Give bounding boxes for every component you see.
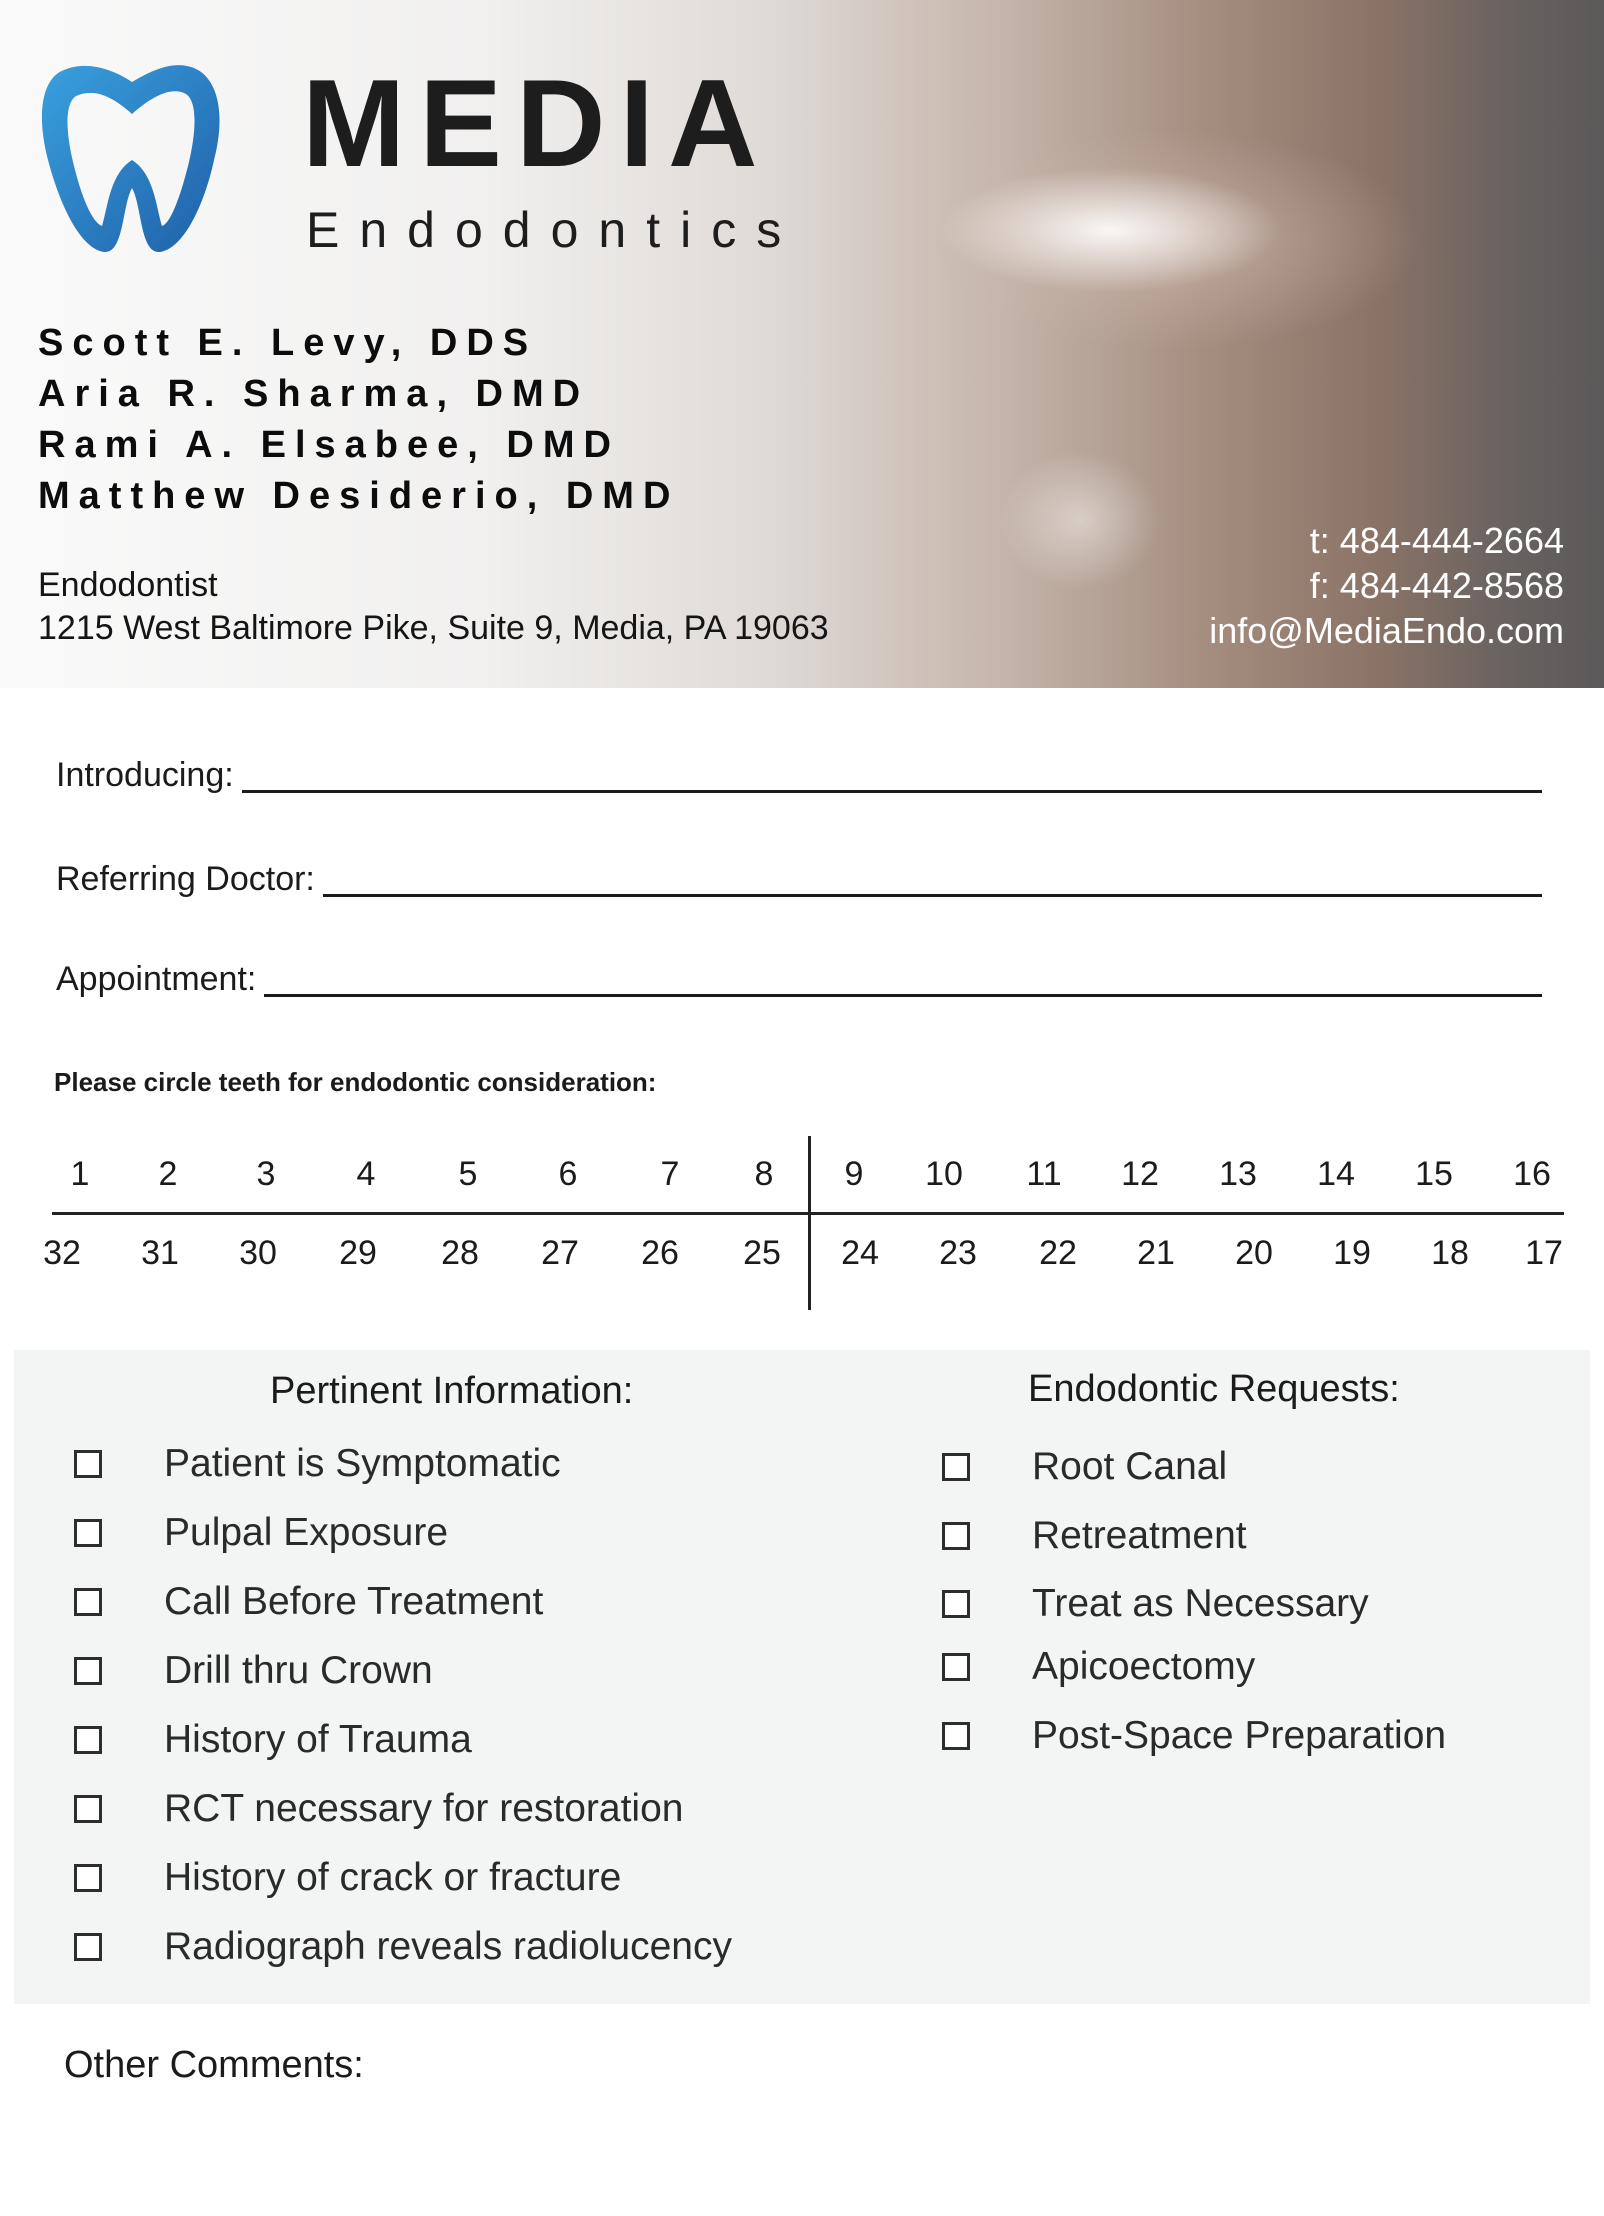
tooth-number-lower[interactable]: 27 [541,1234,579,1272]
email-address: info@MediaEndo.com [1209,610,1564,651]
phone-number: t: 484-444-2664 [1309,520,1564,561]
checkbox[interactable] [942,1522,970,1550]
tooth-chart [0,1130,1604,1310]
checkbox-label: Patient is Symptomatic [164,1442,561,1485]
tooth-number-lower[interactable]: 19 [1333,1234,1371,1272]
checkbox[interactable] [74,1795,102,1823]
pertinent-info-heading: Pertinent Information: [270,1370,634,1412]
checkbox[interactable] [74,1864,102,1892]
tooth-number-lower[interactable]: 30 [239,1234,277,1272]
checkbox-label: History of crack or fracture [164,1856,622,1899]
checkbox[interactable] [74,1726,102,1754]
doctor-name: Rami A. Elsabee, DMD [38,424,620,466]
tooth-number-lower[interactable]: 24 [841,1234,879,1272]
tooth-number-upper[interactable]: 16 [1513,1155,1551,1193]
referring-doctor-label: Referring Doctor: [56,860,315,898]
tooth-number-upper[interactable]: 6 [558,1155,578,1193]
doctor-name: Aria R. Sharma, DMD [38,373,590,415]
checkbox-label: History of Trauma [164,1718,472,1761]
tooth-number-upper[interactable]: 1 [70,1155,90,1193]
letterhead-header [0,0,1604,688]
tooth-number-upper[interactable]: 4 [356,1155,376,1193]
tooth-number-lower[interactable]: 22 [1039,1234,1077,1272]
checkbox-label: Apicoectomy [1032,1645,1256,1688]
practice-address: 1215 West Baltimore Pike, Suite 9, Media, PA 19063 [38,609,829,647]
checkbox-item[interactable] [942,1582,1369,1626]
checkbox-label: Call Before Treatment [164,1580,544,1623]
tooth-number-lower[interactable]: 21 [1137,1234,1175,1272]
appointment-label: Appointment: [56,960,257,998]
fax-number: f: 484-442-8568 [1309,565,1564,606]
endodontic-requests-heading: Endodontic Requests: [1028,1368,1400,1410]
checkbox-item[interactable] [74,1442,561,1486]
checkbox[interactable] [74,1588,102,1616]
tooth-number-upper[interactable]: 10 [925,1155,963,1193]
tooth-number-lower[interactable]: 29 [339,1234,377,1272]
other-comments-label: Other Comments: [64,2044,364,2086]
tooth-number-upper[interactable]: 15 [1415,1155,1453,1193]
tooth-number-lower[interactable]: 18 [1431,1234,1469,1272]
tooth-number-lower[interactable]: 25 [743,1234,781,1272]
checkbox-item[interactable] [74,1511,448,1555]
checkbox-item[interactable] [942,1714,1446,1758]
tooth-number-lower[interactable]: 32 [43,1234,81,1272]
checkbox-label: RCT necessary for restoration [164,1787,684,1830]
introducing-field[interactable] [56,756,1542,795]
checkbox[interactable] [942,1590,970,1618]
tooth-number-upper[interactable]: 2 [158,1155,178,1193]
tooth-number-upper[interactable]: 12 [1121,1155,1159,1193]
tooth-number-upper[interactable]: 3 [256,1155,276,1193]
checkbox-item[interactable] [74,1580,543,1624]
tooth-number-lower[interactable]: 26 [641,1234,679,1272]
practice-specialty: Endodontist [38,566,218,604]
checkbox[interactable] [942,1453,970,1481]
checkbox-label: Radiograph reveals radiolucency [164,1925,732,1968]
checkbox-item[interactable] [74,1718,472,1762]
tooth-number-lower[interactable]: 23 [939,1234,977,1272]
contact-block [1209,518,1564,653]
tooth-number-upper[interactable]: 13 [1219,1155,1257,1193]
chart-midline-divider [808,1136,811,1310]
tooth-number-upper[interactable]: 14 [1317,1155,1355,1193]
checkbox-item[interactable] [942,1645,1255,1689]
checkbox[interactable] [942,1722,970,1750]
checkbox-item[interactable] [74,1787,683,1831]
information-panel [14,1350,1590,2004]
checkbox[interactable] [74,1519,102,1547]
checkbox-item[interactable] [74,1649,433,1693]
introducing-input-line[interactable] [242,789,1542,793]
tooth-logo-icon [34,56,224,266]
doctor-name: Matthew Desiderio, DMD [38,475,680,517]
checkbox[interactable] [74,1933,102,1961]
tooth-number-upper[interactable]: 7 [660,1155,680,1193]
tooth-number-upper[interactable]: 5 [458,1155,478,1193]
checkbox-label: Pulpal Exposure [164,1511,449,1554]
checkbox-item[interactable] [74,1925,732,1969]
checkbox-label: Post-Space Preparation [1032,1714,1447,1757]
checkbox[interactable] [74,1657,102,1685]
referring-doctor-field[interactable] [56,860,1542,899]
referring-doctor-input-line[interactable] [323,893,1542,897]
brand-subname: Endodontics [306,202,802,258]
checkbox-label: Retreatment [1032,1514,1247,1557]
appointment-field[interactable] [56,960,1542,999]
tooth-number-lower[interactable]: 20 [1235,1234,1273,1272]
tooth-chart-instruction: Please circle teeth for endodontic consideration: [54,1067,657,1097]
checkbox-label: Root Canal [1032,1445,1228,1488]
checkbox-label: Treat as Necessary [1032,1582,1369,1625]
tooth-number-upper[interactable]: 9 [844,1155,864,1193]
checkbox-label: Drill thru Crown [164,1649,433,1692]
checkbox-item[interactable] [942,1445,1227,1489]
brand-name: MEDIA [302,55,772,193]
tooth-number-lower[interactable]: 31 [141,1234,179,1272]
introducing-label: Introducing: [56,756,234,794]
checkbox[interactable] [74,1450,102,1478]
checkbox-item[interactable] [942,1514,1247,1558]
appointment-input-line[interactable] [264,993,1542,997]
doctor-name: Scott E. Levy, DDS [38,322,538,364]
checkbox[interactable] [942,1653,970,1681]
tooth-number-upper[interactable]: 11 [1026,1155,1062,1193]
checkbox-item[interactable] [74,1856,621,1900]
tooth-number-upper[interactable]: 8 [754,1155,774,1193]
doctor-list [38,318,679,522]
tooth-number-lower[interactable]: 17 [1525,1234,1563,1272]
tooth-number-lower[interactable]: 28 [441,1234,479,1272]
